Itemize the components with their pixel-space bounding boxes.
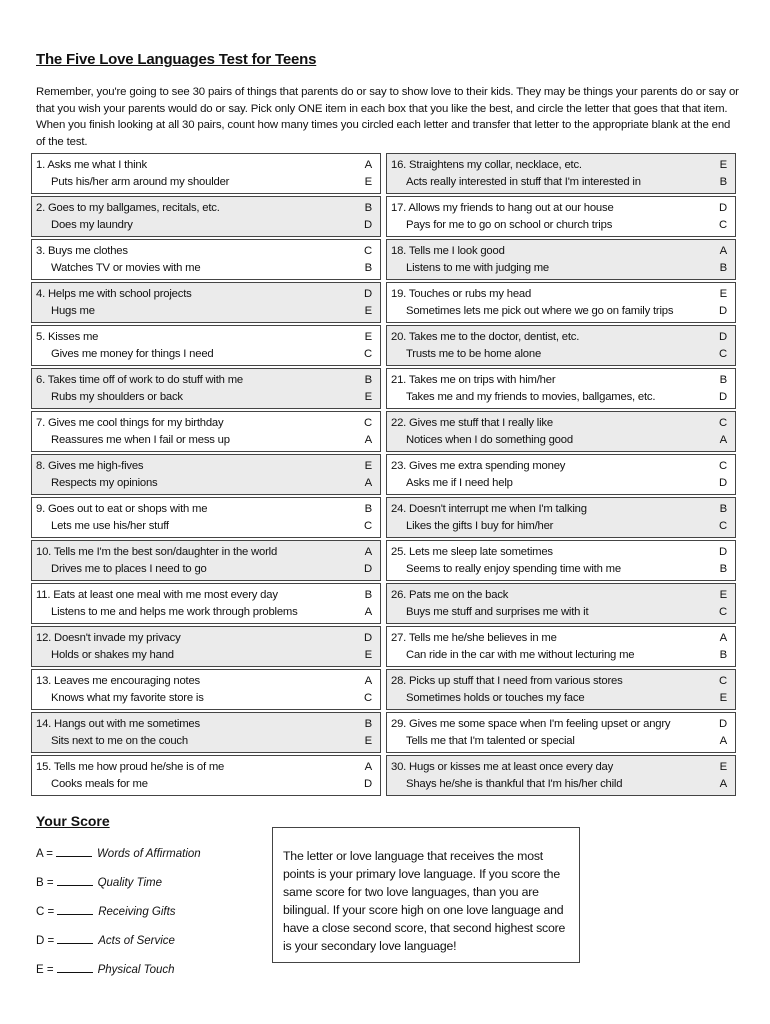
option-a-letter[interactable]: B: [364, 374, 372, 386]
score-row: [36, 903, 201, 932]
option-b-text: Acts really interested in stuff that I'm interested in: [406, 176, 641, 188]
option-a-letter[interactable]: C: [719, 460, 727, 472]
option-b-text: Likes the gifts I buy for him/her: [406, 520, 554, 532]
score-list: [36, 845, 201, 990]
option-b-text: Reassures me when I fail or mess up: [51, 434, 230, 446]
option-b-letter[interactable]: B: [364, 262, 372, 274]
option-a-letter[interactable]: C: [719, 675, 727, 687]
item-option-a: [36, 587, 372, 604]
item-option-b: [36, 217, 372, 234]
option-a-letter[interactable]: E: [719, 288, 727, 300]
option-b-text: Sits next to me on the couch: [51, 735, 188, 747]
item-option-a: [391, 673, 727, 690]
love-language-name: Physical Touch: [97, 964, 175, 976]
option-a-text: 4. Helps me with school projects: [36, 288, 192, 300]
item-option-a: [391, 157, 727, 174]
option-b-text: Gives me money for things I need: [51, 348, 214, 360]
option-b-text: Listens to me and helps me work through problems: [51, 606, 298, 618]
option-a-text: 1. Asks me what I think: [36, 159, 147, 171]
option-a-text: 22. Gives me stuff that I really like: [391, 417, 553, 429]
item-option-b: [36, 561, 372, 578]
option-a-letter[interactable]: D: [719, 331, 727, 343]
option-a-text: 2. Goes to my ballgames, recitals, etc.: [36, 202, 220, 214]
option-a-text: 12. Doesn't invade my privacy: [36, 632, 181, 644]
score-blank[interactable]: [56, 845, 92, 857]
option-b-letter[interactable]: E: [364, 649, 372, 661]
item-option-b: [36, 475, 372, 492]
option-b-text: Seems to really enjoy spending time with me: [406, 563, 621, 575]
item-option-b: [391, 217, 727, 234]
option-a-letter[interactable]: E: [719, 761, 727, 773]
test-item: [31, 626, 381, 667]
item-option-b: [36, 647, 372, 664]
option-b-text: Puts his/her arm around my shoulder: [51, 176, 230, 188]
option-a-text: 6. Takes time off of work to do stuff with me: [36, 374, 243, 386]
option-b-text: Shays he/she is thankful that I'm his/her child: [406, 778, 623, 790]
option-b-letter[interactable]: A: [719, 735, 727, 747]
option-b-letter[interactable]: D: [364, 219, 372, 231]
option-b-text: Drives me to places I need to go: [51, 563, 207, 575]
option-a-text: 14. Hangs out with me sometimes: [36, 718, 200, 730]
option-b-letter[interactable]: C: [364, 692, 372, 704]
option-b-letter[interactable]: B: [719, 649, 727, 661]
option-b-text: Rubs my shoulders or back: [51, 391, 183, 403]
option-a-text: 7. Gives me cool things for my birthday: [36, 417, 224, 429]
item-option-a: [36, 716, 372, 733]
item-option-b: [36, 733, 372, 750]
option-a-text: 27. Tells me he/she believes in me: [391, 632, 557, 644]
item-option-a: [391, 200, 727, 217]
item-option-a: [391, 415, 727, 432]
item-option-a: [391, 759, 727, 776]
option-a-letter[interactable]: C: [719, 417, 727, 429]
test-item: [31, 368, 381, 409]
score-row: [36, 961, 201, 990]
test-item: [386, 368, 736, 409]
test-item: [386, 712, 736, 753]
item-option-b: [36, 518, 372, 535]
option-a-letter[interactable]: D: [719, 718, 727, 730]
option-b-letter[interactable]: D: [364, 563, 372, 575]
option-a-letter[interactable]: A: [364, 761, 372, 773]
option-b-text: Knows what my favorite store is: [51, 692, 204, 704]
item-option-b: [36, 776, 372, 793]
option-b-letter[interactable]: A: [719, 434, 727, 446]
test-item: [386, 540, 736, 581]
item-option-b: [391, 260, 727, 277]
option-a-text: 13. Leaves me encouraging notes: [36, 675, 200, 687]
item-option-b: [391, 518, 727, 535]
option-b-text: Sometimes holds or touches my face: [406, 692, 585, 704]
option-b-letter[interactable]: C: [719, 219, 727, 231]
option-a-text: 5. Kisses me: [36, 331, 99, 343]
test-item: [31, 497, 381, 538]
item-option-a: [36, 759, 372, 776]
item-option-b: [36, 346, 372, 363]
item-option-a: [391, 286, 727, 303]
item-option-a: [36, 501, 372, 518]
option-b-text: Cooks meals for me: [51, 778, 148, 790]
option-b-letter[interactable]: B: [719, 563, 727, 575]
score-explanation-box: The letter or love language that receives the most points is your primary love language. If you score the same score for two love languages, than you are bilingual. If your score high on one love language and have a close second score, that second highest score is your secondary love language!: [272, 827, 580, 963]
option-b-letter[interactable]: E: [364, 735, 372, 747]
option-b-text: Takes me and my friends to movies, ballgames, etc.: [406, 391, 656, 403]
option-a-letter[interactable]: C: [364, 417, 372, 429]
option-a-text: 23. Gives me extra spending money: [391, 460, 566, 472]
option-b-text: Listens to me with judging me: [406, 262, 550, 274]
option-a-letter[interactable]: A: [364, 159, 372, 171]
option-b-text: Lets me use his/her stuff: [51, 520, 169, 532]
item-option-a: [391, 458, 727, 475]
item-option-a: [36, 372, 372, 389]
test-item: [31, 325, 381, 366]
option-b-letter[interactable]: D: [364, 778, 372, 790]
option-a-text: 19. Touches or rubs my head: [391, 288, 532, 300]
option-b-text: Can ride in the car with me without lecturing me: [406, 649, 635, 661]
item-option-b: [391, 776, 727, 793]
test-item: [31, 755, 381, 796]
option-b-letter[interactable]: C: [364, 520, 372, 532]
item-option-a: [36, 458, 372, 475]
option-a-text: 21. Takes me on trips with him/her: [391, 374, 556, 386]
test-item: [31, 583, 381, 624]
test-item: [31, 454, 381, 495]
score-letter: C =: [36, 906, 55, 918]
test-item: [386, 239, 736, 280]
option-a-text: 20. Takes me to the doctor, dentist, etc.: [391, 331, 580, 343]
score-blank[interactable]: [57, 903, 93, 915]
item-option-a: [391, 544, 727, 561]
option-b-text: Sometimes lets me pick out where we go on family trips: [406, 305, 674, 317]
intro-text: Remember, you're going to see 30 pairs of things that parents do or say to show love to their kids. They may be things your parents do or say or that you wish your parents would do or say. Pick only ONE item in each box that you like the best, and circle the letter that goes that that item. When you finish looking at all 30 pairs, count how many times you circled each letter and transfer that letter to the appropriate blank at the end of the test.: [36, 86, 739, 148]
items-left-column: [31, 153, 381, 798]
option-b-letter[interactable]: D: [719, 477, 727, 489]
love-language-name: Receiving Gifts: [98, 906, 176, 918]
option-b-text: Notices when I do something good: [406, 434, 573, 446]
test-item: [31, 153, 381, 194]
test-item: [31, 239, 381, 280]
option-b-text: Respects my opinions: [51, 477, 158, 489]
item-option-b: [391, 604, 727, 621]
option-b-text: Hugs me: [51, 305, 95, 317]
option-b-text: Does my laundry: [51, 219, 133, 231]
test-item: [31, 411, 381, 452]
test-item: [386, 497, 736, 538]
item-option-a: [391, 329, 727, 346]
option-a-text: 26. Pats me on the back: [391, 589, 509, 601]
item-option-b: [36, 432, 372, 449]
option-b-letter[interactable]: B: [719, 176, 727, 188]
option-a-letter[interactable]: E: [364, 331, 372, 343]
item-option-a: [391, 630, 727, 647]
test-item: [386, 583, 736, 624]
love-language-name: Acts of Service: [98, 935, 175, 947]
love-language-name: Words of Affirmation: [96, 848, 201, 860]
item-option-a: [36, 243, 372, 260]
option-b-letter[interactable]: E: [364, 176, 372, 188]
option-a-letter[interactable]: A: [719, 632, 727, 644]
test-item: [31, 540, 381, 581]
test-item: [31, 196, 381, 237]
option-a-letter[interactable]: D: [364, 632, 372, 644]
option-b-letter[interactable]: A: [364, 606, 372, 618]
score-blank[interactable]: [57, 961, 93, 973]
option-a-text: 28. Picks up stuff that I need from various stores: [391, 675, 623, 687]
option-b-letter[interactable]: D: [719, 305, 727, 317]
option-a-letter[interactable]: A: [364, 546, 372, 558]
score-row: [36, 874, 201, 903]
score-row: [36, 932, 201, 961]
option-b-letter[interactable]: D: [719, 391, 727, 403]
test-item: [386, 755, 736, 796]
option-a-text: 11. Eats at least one meal with me most every day: [36, 589, 278, 601]
test-item: [386, 282, 736, 323]
test-item: [386, 669, 736, 710]
item-option-b: [391, 733, 727, 750]
love-language-name: Quality Time: [97, 877, 163, 889]
test-item: [386, 325, 736, 366]
item-option-a: [36, 329, 372, 346]
option-a-text: 24. Doesn't interrupt me when I'm talking: [391, 503, 587, 515]
item-option-a: [391, 587, 727, 604]
test-item: [31, 282, 381, 323]
option-b-letter[interactable]: E: [719, 692, 727, 704]
item-option-b: [36, 260, 372, 277]
page-title: The Five Love Languages Test for Teens: [36, 51, 317, 68]
item-option-b: [391, 561, 727, 578]
option-b-text: Asks me if I need help: [406, 477, 513, 489]
item-option-a: [36, 286, 372, 303]
option-b-text: Watches TV or movies with me: [51, 262, 201, 274]
option-a-letter[interactable]: B: [364, 589, 372, 601]
test-item: [386, 411, 736, 452]
option-a-text: 17. Allows my friends to hang out at our house: [391, 202, 614, 214]
item-option-a: [36, 157, 372, 174]
item-option-b: [391, 174, 727, 191]
test-item: [386, 454, 736, 495]
score-letter: D =: [36, 935, 55, 947]
item-option-a: [36, 544, 372, 561]
item-option-b: [391, 475, 727, 492]
option-a-text: 30. Hugs or kisses me at least once every day: [391, 761, 614, 773]
option-a-letter[interactable]: B: [364, 503, 372, 515]
item-option-b: [36, 303, 372, 320]
option-a-letter[interactable]: B: [364, 202, 372, 214]
option-a-text: 10. Tells me I'm the best son/daughter in the world: [36, 546, 278, 558]
score-heading: Your Score: [36, 813, 110, 829]
score-letter: E =: [36, 964, 54, 976]
item-option-a: [391, 501, 727, 518]
item-option-b: [391, 389, 727, 406]
option-b-letter[interactable]: C: [719, 520, 727, 532]
option-a-letter[interactable]: D: [719, 546, 727, 558]
option-b-letter[interactable]: C: [719, 606, 727, 618]
item-option-b: [391, 647, 727, 664]
option-b-text: Buys me stuff and surprises me with it: [406, 606, 589, 618]
score-row: [36, 845, 201, 874]
item-option-b: [36, 690, 372, 707]
option-b-text: Tells me that I'm talented or special: [406, 735, 575, 747]
option-b-letter[interactable]: E: [364, 305, 372, 317]
option-a-text: 18. Tells me I look good: [391, 245, 505, 257]
option-a-letter[interactable]: A: [364, 675, 372, 687]
option-b-letter[interactable]: A: [364, 477, 372, 489]
option-a-letter[interactable]: B: [364, 718, 372, 730]
option-b-letter[interactable]: A: [719, 778, 727, 790]
option-a-text: 16. Straightens my collar, necklace, etc.: [391, 159, 582, 171]
option-b-text: Trusts me to be home alone: [406, 348, 542, 360]
option-b-letter[interactable]: E: [364, 391, 372, 403]
test-item: [31, 669, 381, 710]
option-a-text: 25. Lets me sleep late sometimes: [391, 546, 553, 558]
item-option-b: [391, 432, 727, 449]
option-a-letter[interactable]: E: [364, 460, 372, 472]
test-item: [386, 626, 736, 667]
option-b-letter[interactable]: B: [719, 262, 727, 274]
score-blank[interactable]: [57, 874, 93, 886]
option-b-letter[interactable]: C: [719, 348, 727, 360]
option-b-text: Pays for me to go on school or church trips: [406, 219, 613, 231]
score-letter: B =: [36, 877, 54, 889]
option-b-letter[interactable]: A: [364, 434, 372, 446]
score-letter: A =: [36, 848, 53, 860]
option-a-text: 9. Goes out to eat or shops with me: [36, 503, 208, 515]
item-option-a: [391, 716, 727, 733]
item-option-a: [391, 372, 727, 389]
items-right-column: [386, 153, 736, 798]
option-a-letter[interactable]: B: [719, 503, 727, 515]
item-option-b: [391, 303, 727, 320]
option-a-letter[interactable]: A: [719, 245, 727, 257]
item-option-b: [36, 174, 372, 191]
option-a-text: 29. Gives me some space when I'm feeling upset or angry: [391, 718, 671, 730]
option-a-text: 15. Tells me how proud he/she is of me: [36, 761, 225, 773]
option-a-letter[interactable]: D: [364, 288, 372, 300]
option-b-text: Holds or shakes my hand: [51, 649, 174, 661]
option-a-text: 8. Gives me high-fives: [36, 460, 144, 472]
test-item: [31, 712, 381, 753]
option-a-letter[interactable]: E: [719, 589, 727, 601]
option-a-letter[interactable]: C: [364, 245, 372, 257]
item-option-a: [36, 673, 372, 690]
item-option-a: [36, 415, 372, 432]
item-option-b: [36, 604, 372, 621]
test-item: [386, 153, 736, 194]
option-a-letter[interactable]: D: [719, 202, 727, 214]
score-blank[interactable]: [57, 932, 93, 944]
item-option-b: [391, 346, 727, 363]
item-option-b: [36, 389, 372, 406]
item-option-b: [391, 690, 727, 707]
option-a-letter[interactable]: B: [719, 374, 727, 386]
item-option-a: [36, 200, 372, 217]
item-option-a: [391, 243, 727, 260]
item-option-a: [36, 630, 372, 647]
option-a-text: 3. Buys me clothes: [36, 245, 128, 257]
option-a-letter[interactable]: E: [719, 159, 727, 171]
option-b-letter[interactable]: C: [364, 348, 372, 360]
test-item: [386, 196, 736, 237]
